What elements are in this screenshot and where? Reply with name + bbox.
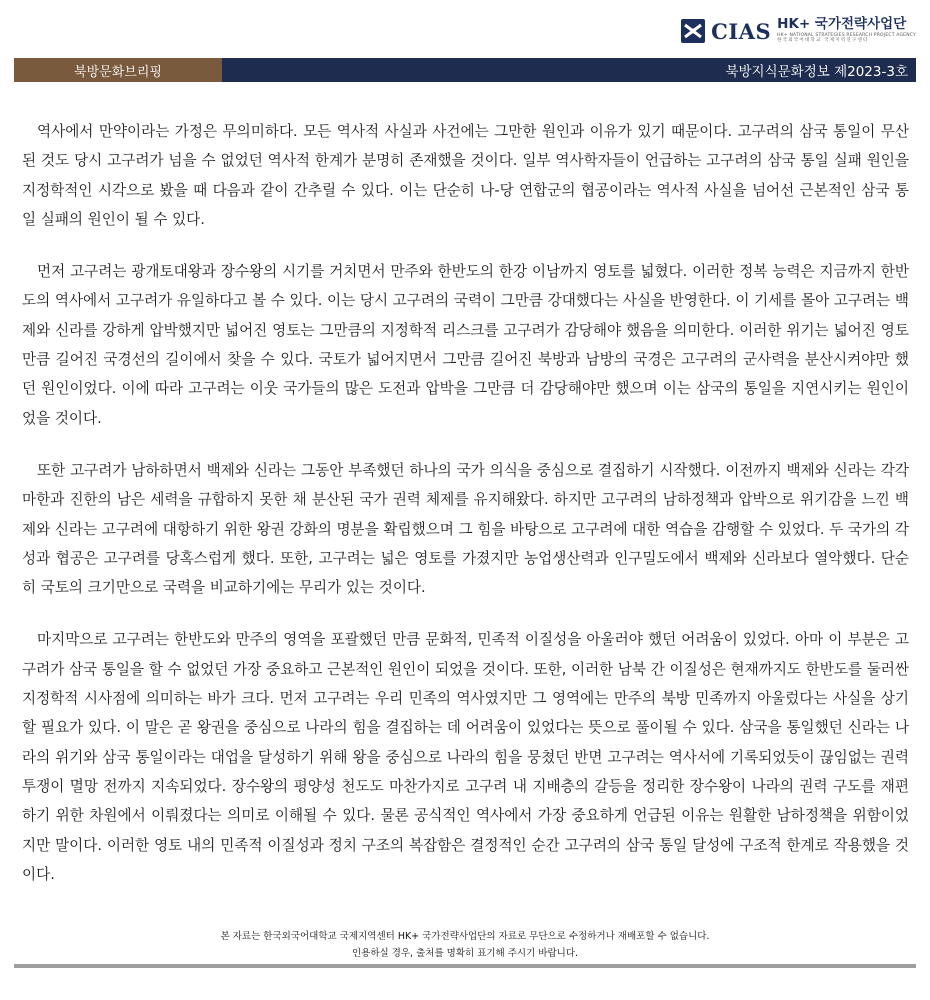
copyright-notice [14, 928, 916, 962]
cias-emblem-icon [679, 17, 707, 45]
article-body [22, 117, 909, 912]
logo-subtitle-korean: 한국외국어대학교 국제지역연구센터 [777, 38, 869, 44]
logo-text: CIAS [711, 18, 772, 44]
logo-title: HK+ 국가전략사업단 [777, 16, 907, 33]
footer-divider [14, 964, 916, 968]
paragraph: 또한 고구려가 남하하면서 백제와 신라는 그동안 부족했던 하나의 국가 의식을 중심으로 결집하기 시작했다. 이전까지 백제와 신라는 각각 마한과 진한의 남은 세력을 규합하지 못한 채 분산된 국가 권력 체제를 유지해왔다. 하지만 고구려의 남하정책과 압박으로 위기감을 느낀 백제와 신라는 고구려에 대항하기 위한 왕권 강화의 명분을 확립했으며 그 힘을 바탕으로 고구려에 대한 역습을 감행할 수 있었다. 두 국가의 각성과 협공은 고구려를 당혹스럽게 했다. 또한, 고구려는 넓은 영토를 가졌지만 농업생산력과 인구밀도에서 백제와 신라보다 열악했다. 단순히 국토의 크기만으로 국력을 비교하기에는 무리가 있는 것이다. [22, 461, 909, 597]
paragraph: 마지막으로 고구려는 한반도와 만주의 영역을 포괄했던 만큼 문화적, 민족적 이질성을 아울러야 했던 어려움이 있었다. 아마 이 부분은 고구려가 삼국 통일을 할 수 없었던 가장 중요하고 근본적인 원인이 되었을 것이다. 또한, 이러한 남북 간 이질성은 현재까지도 한반도를 둘러싼 지정학적 시사점에 의미하는 바가 크다. 먼저 고구려는 우리 민족의 역사였지만 그 영역에는 만주의 북방 민족까지 아울렀다는 사실을 상기할 필요가 있다. 이 말은 곧 왕권을 중심으로 나라의 힘을 결집하는 데 어려움이 있었다는 뜻으로 풀이될 수 있다. 삼국을 통일했던 신라는 나라의 위기와 삼국 통일이라는 대업을 달성하기 위해 왕을 중심으로 나라의 힘을 뭉쳤던 반면 고구려는 역사서에 기록되었듯이 끊임없는 권력 투쟁이 멸망 전까지 지속되었다. 장수왕의 평양성 천도도 마찬가지로 고구려 내 지배층의 갈등을 정리한 장수왕이 나라의 권력 구도를 재편하기 위한 차원에서 이뤄졌다는 의미로 이해될 수 있다. 물론 공식적인 역사에서 가장 중요하게 언급된 이유는 원활한 남하정책을 위함이었지만 말이다. 이러한 영토 내의 민족적 이질성과 정치 구조의 복잡함은 결정적인 순간 고구려의 삼국 통일 달성에 구조적 한계로 작용했을 것이다. [22, 631, 909, 883]
header-bar [14, 58, 916, 82]
series-label: 북방문화브리핑 [14, 58, 222, 82]
issue-label: 북방지식문화정보 제2023-3호 [222, 58, 916, 82]
copyright-line: 본 자료는 한국외국어대학교 국제지역센터 HK+ 국가전략사업단의 자료로 무단으로 수정하거나 재배포할 수 없습니다. [220, 931, 710, 942]
paragraph: 역사에서 만약이라는 가정은 무의미하다. 모든 역사적 사실과 사건에는 그만한 원인과 이유가 있기 때문이다. 고구려의 삼국 통일이 무산된 것도 당시 고구려가 넘을 수 없었던 역사적 한계가 분명히 존재했을 것이다. 일부 역사학자들이 언급하는 고구려의 삼국 통일 실패 원인을 지정학적인 시각으로 봤을 때 다음과 같이 간추릴 수 있다. 이는 단순히 나-당 연합군의 협공이라는 역사적 사실을 넘어선 근본적인 삼국 통일 실패의 원인이 될 수 있다. [22, 123, 909, 228]
paragraph: 먼저 고구려는 광개토대왕과 장수왕의 시기를 거치면서 만주와 한반도의 한강 이남까지 영토를 넓혔다. 이러한 정복 능력은 지금까지 한반도의 역사에서 고구려가 유일하다고 볼 수 있다. 이는 당시 고구려의 국력이 그만큼 강대했다는 사실을 반영한다. 이 기세를 몰아 고구려는 백제와 신라를 강하게 압박했지만 넓어진 영토는 그만큼의 지정학적 리스크를 고구려가 감당해야 했음을 의미한다. 이러한 위기는 넓어진 영토만큼 길어진 국경선의 길이에서 찾을 수 있다. 국토가 넓어지면서 그만큼 길어진 북방과 남방의 국경은 고구려의 군사력을 분산시켜야만 했던 원인이었다. 이에 따라 고구려는 이웃 국가들의 많은 도전과 압박을 그만큼 더 감당해야만 했으며 이는 삼국의 통일을 지연시키는 원인이었을 것이다. [22, 263, 909, 427]
citation-line: 인용하실 경우, 출처를 명확히 표기해 주시기 바랍니다. [351, 948, 579, 959]
cias-logo [679, 14, 916, 48]
logo-subtitle-english: HK+ NATIONAL STRATEGIES RESEARCH PROJECT AGENCY [777, 32, 916, 38]
